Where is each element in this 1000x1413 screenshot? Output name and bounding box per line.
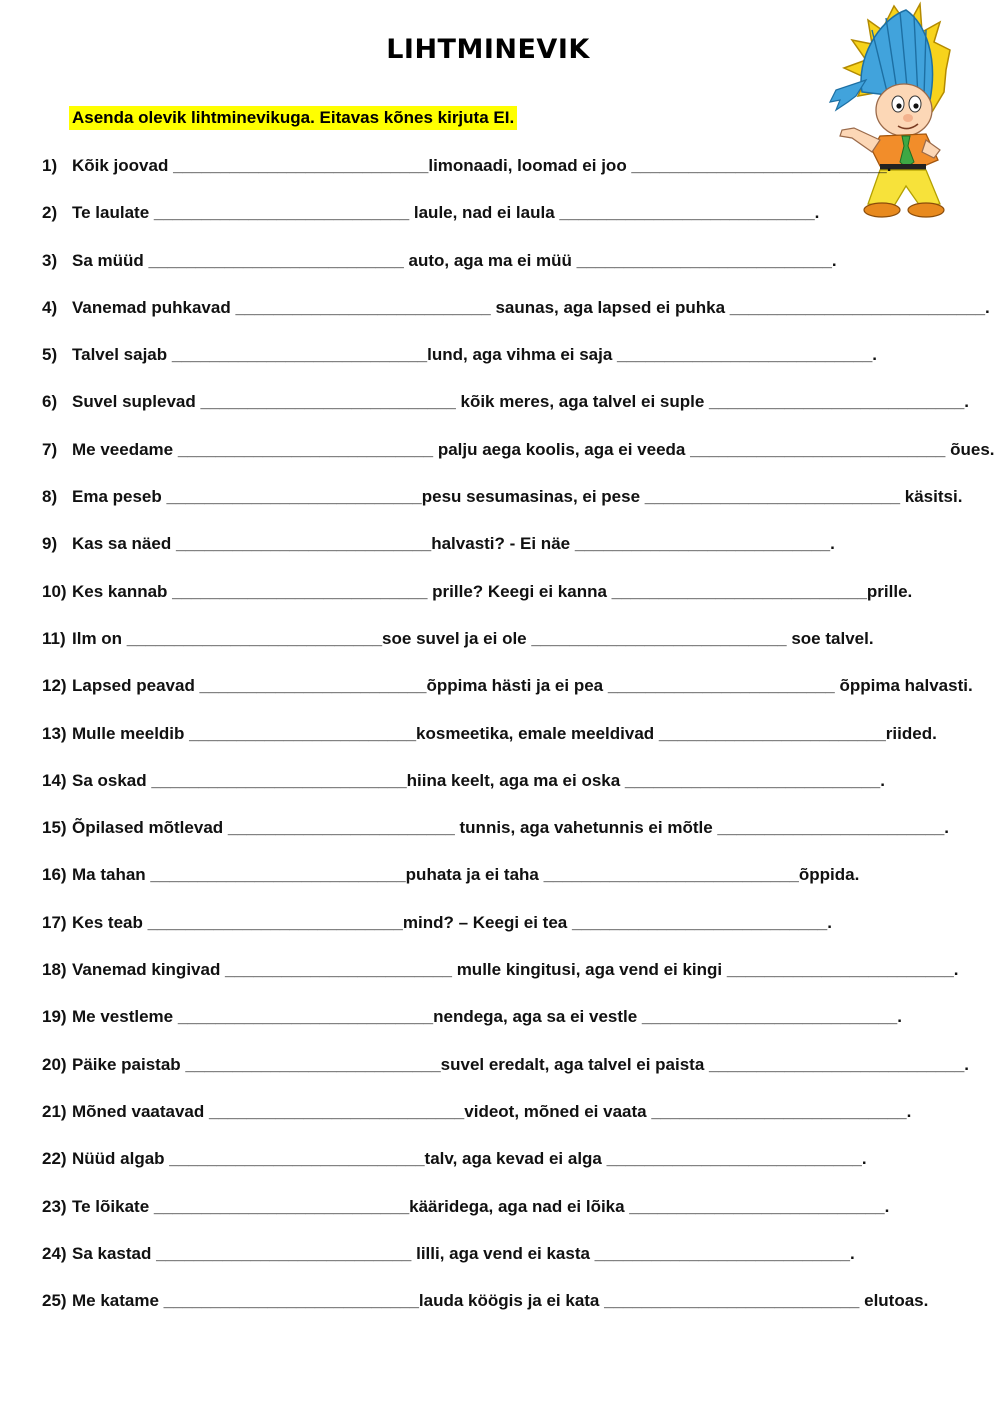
exercise-number: 25) xyxy=(42,1291,67,1311)
instruction-highlight: Asenda olevik lihtminevikuga. Eitavas kõnes kirjuta EI. xyxy=(69,106,517,130)
exercise-number: 20) xyxy=(42,1054,67,1074)
exercise-number: 5) xyxy=(42,345,58,365)
list-item xyxy=(42,1289,972,1336)
exercise-text: Kes teab ___________________________mind? – Keegi ei tea ___________________________. xyxy=(72,912,832,932)
exercise-text: Me katame ___________________________lauda köögis ja ei kata ___________________________ elutoas. xyxy=(72,1291,929,1311)
list-item xyxy=(42,958,972,1005)
list-item xyxy=(42,1242,972,1289)
list-item xyxy=(42,201,972,248)
exercise-text: Sa oskad ___________________________hiina keelt, aga ma ei oska ___________________________. xyxy=(72,770,885,790)
exercise-number: 14) xyxy=(42,770,67,790)
exercise-text: Ema peseb ___________________________pesu sesumasinas, ei pese ___________________________ käsitsi. xyxy=(72,487,963,507)
exercise-number: 21) xyxy=(42,1101,67,1121)
exercise-text: Kes kannab ___________________________ prille? Keegi ei kanna ___________________________prille. xyxy=(72,581,913,601)
exercise-text: Te lõikate ___________________________kääridega, aga nad ei lõika ___________________________. xyxy=(72,1196,890,1216)
list-item xyxy=(42,438,995,485)
exercise-number: 12) xyxy=(42,676,67,696)
list-item xyxy=(42,1005,972,1052)
exercise-number: 3) xyxy=(42,250,58,270)
exercise-number: 13) xyxy=(42,723,67,743)
exercise-text: Ilm on ___________________________soe suvel ja ei ole ___________________________ soe talvel. xyxy=(72,628,874,648)
exercise-text: Päike paistab ___________________________suvel eredalt, aga talvel ei paista ___________________________. xyxy=(72,1054,970,1074)
exercise-text: Kas sa näed ___________________________halvasti? - Ei näe ___________________________. xyxy=(72,534,835,554)
list-item xyxy=(42,627,972,674)
exercise-text: Vanemad kingivad ________________________ mulle kingitusi, aga vend ei kingi ________________________. xyxy=(72,960,959,980)
exercise-number: 16) xyxy=(42,865,67,885)
exercise-text: Mõned vaatavad ___________________________videot, mõned ei vaata ___________________________. xyxy=(72,1101,912,1121)
exercise-number: 18) xyxy=(42,960,67,980)
list-item xyxy=(42,296,990,343)
list-item xyxy=(42,1147,972,1194)
exercise-text: Te laulate ___________________________ laule, nad ei laula ___________________________. xyxy=(72,203,820,223)
list-item xyxy=(42,485,972,532)
exercise-number: 4) xyxy=(42,297,58,317)
exercise-number: 15) xyxy=(42,818,67,838)
exercise-number: 22) xyxy=(42,1149,67,1169)
list-item xyxy=(42,1195,972,1242)
exercise-text: Talvel sajab ___________________________lund, aga vihma ei saja ___________________________. xyxy=(72,345,878,365)
page-title: LIHTMINEVIK xyxy=(386,34,590,65)
exercise-text: Kõik joovad ___________________________limonaadi, loomad ei joo ___________________________. xyxy=(72,156,892,175)
exercise-text: Lapsed peavad ________________________õppima hästi ja ei pea ________________________ õppima halvasti. xyxy=(72,676,973,696)
exercise-number: 10) xyxy=(42,581,67,601)
exercise-text: Sa kastad ___________________________ lilli, aga vend ei kasta ___________________________. xyxy=(72,1243,855,1263)
exercise-number: 2) xyxy=(42,203,58,223)
exercise-number: 9) xyxy=(42,534,58,554)
list-item xyxy=(42,769,972,816)
exercise-number: 19) xyxy=(42,1007,67,1027)
exercise-text: Õpilased mõtlevad ________________________ tunnis, aga vahetunnis ei mõtle ________________________. xyxy=(72,818,950,838)
list-item xyxy=(42,249,972,296)
list-item xyxy=(42,911,972,958)
exercise-number: 11) xyxy=(42,628,66,648)
exercise-number: 7) xyxy=(42,439,58,459)
exercise-number: 1) xyxy=(42,156,58,175)
exercise-list xyxy=(42,154,995,1336)
exercise-number: 23) xyxy=(42,1196,67,1216)
list-item xyxy=(42,722,972,769)
list-item xyxy=(42,674,972,721)
list-item xyxy=(42,1053,972,1100)
exercise-text: Ma tahan ___________________________puhata ja ei taha ___________________________õppida. xyxy=(72,865,860,885)
exercise-number: 8) xyxy=(42,487,58,507)
exercise-number: 17) xyxy=(42,912,67,932)
exercise-text: Suvel suplevad ___________________________ kõik meres, aga talvel ei suple ___________________________. xyxy=(72,392,970,412)
list-item xyxy=(42,816,972,863)
list-item xyxy=(42,390,972,437)
exercise-text: Vanemad puhkavad ___________________________ saunas, aga lapsed ei puhka ___________________________. xyxy=(72,297,990,317)
exercise-number: 6) xyxy=(42,392,58,412)
exercise-text: Me vestleme ___________________________nendega, aga sa ei vestle ___________________________. xyxy=(72,1007,902,1027)
exercise-number: 24) xyxy=(42,1243,67,1263)
list-item xyxy=(42,580,972,627)
list-item xyxy=(42,532,972,579)
exercise-text: Sa müüd ___________________________ auto, aga ma ei müü ___________________________. xyxy=(72,250,837,270)
exercise-text: Mulle meeldib ________________________kosmeetika, emale meeldivad ________________________riided. xyxy=(72,723,937,743)
exercise-text: Nüüd algab ___________________________talv, aga kevad ei alga ___________________________. xyxy=(72,1149,867,1169)
exercise-text: Me veedame ___________________________ palju aega koolis, aga ei veeda ___________________________ õues. xyxy=(72,439,995,459)
list-item xyxy=(42,343,972,390)
list-item xyxy=(42,154,972,201)
list-item xyxy=(42,863,972,910)
list-item xyxy=(42,1100,972,1147)
